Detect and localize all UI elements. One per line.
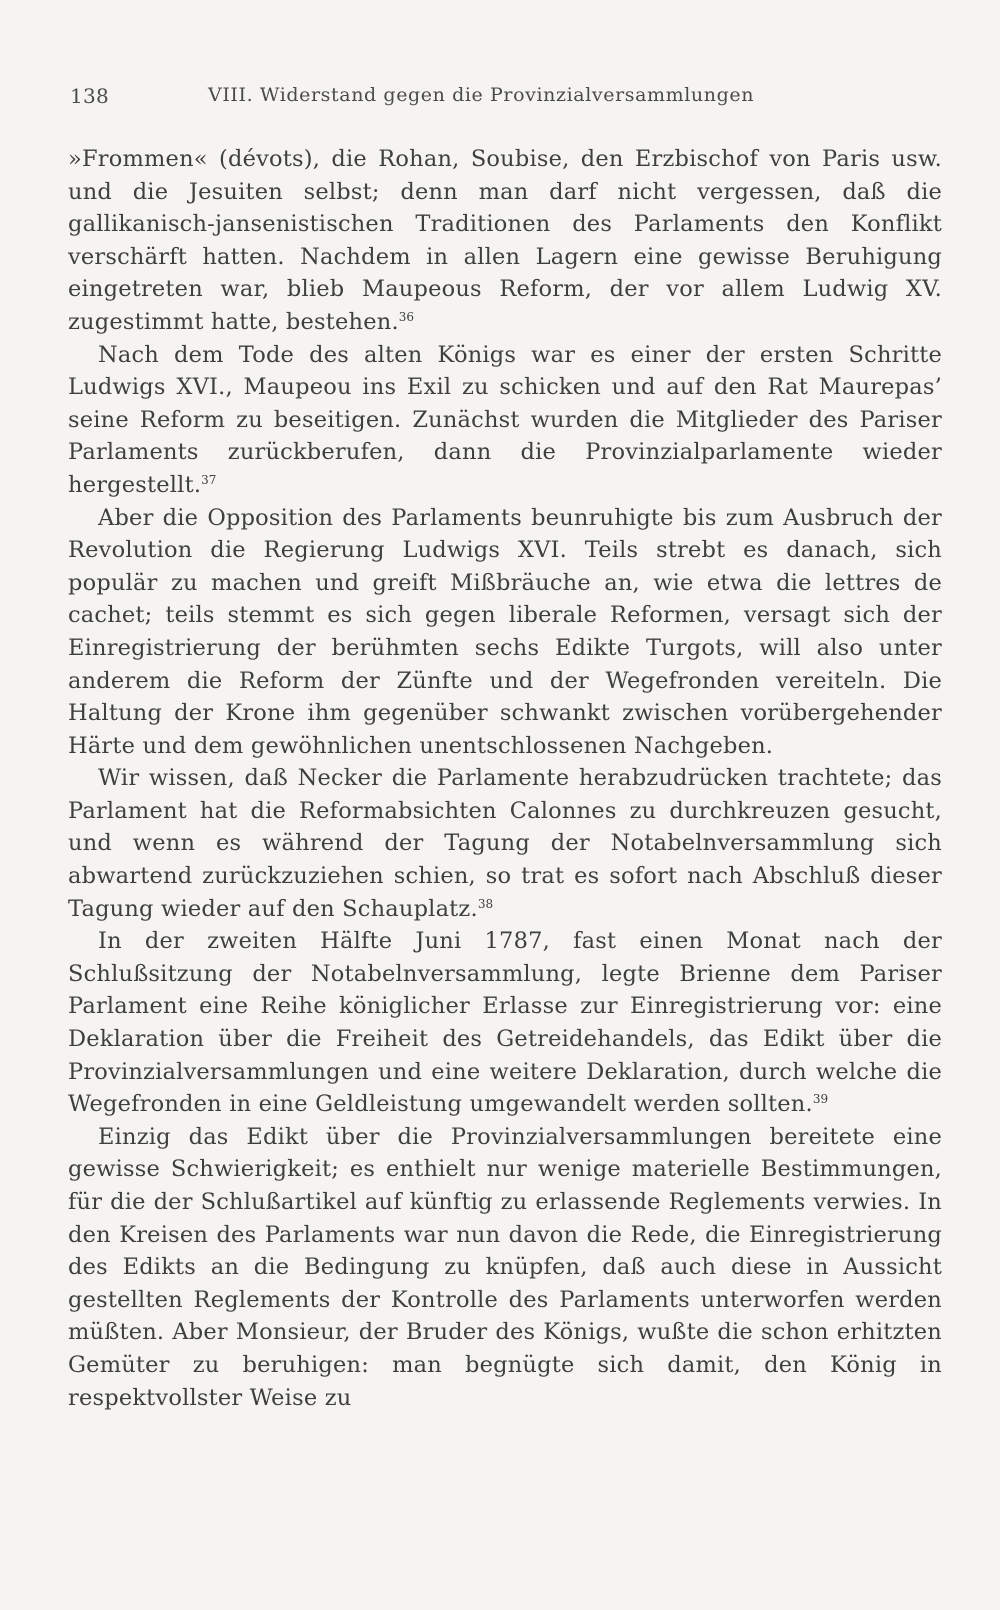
paragraph bbox=[68, 762, 942, 925]
body-text bbox=[68, 143, 942, 1414]
paragraph bbox=[68, 502, 942, 763]
paragraph-text: In der zweiten Hälfte Juni 1787, fast einen Monat nach der Schlußsitzung der Notabelnversammlung, legte Brienne dem Pariser Parlament eine Reihe königlicher Erlasse zur Einregistrierung vor: eine Deklaration über die Freiheit des Getreidehandels, das Edikt über die Provinzialversammlungen und eine weitere Deklaration, durch welche die Wegefronden in eine Geldleistung umgewandelt werden sollten. bbox=[68, 928, 942, 1118]
paragraph bbox=[68, 339, 942, 502]
footnote-reference: 37 bbox=[201, 472, 217, 487]
paragraph bbox=[68, 143, 942, 339]
page-number: 138 bbox=[70, 84, 110, 108]
paragraph-text: Einzig das Edikt über die Provinzialversammlungen bereitete eine gewisse Schwierigkeit; es enthielt nur wenige materielle Bestimmungen, für die der Schlußartikel auf künftig zu erlassende Reglements verwies. In den Kreisen des Parlaments war nun davon die Rede, die Einregistrierung des Edikts an die Bedingung zu knüpfen, daß auch diese in Aussicht gestellten Reglements der Kontrolle des Parlaments unterworfen werden müßten. Aber Monsieur, der Bruder des Königs, wußte die schon erhitzten Gemüter zu beruhigen: man begnügte sich damit, den König in respektvollster Weise zu bbox=[68, 1123, 942, 1411]
paragraph-text: Nach dem Tode des alten Königs war es einer der ersten Schritte Ludwigs XVI., Maupeou ins Exil zu schicken und auf den Rat Maurepas’ seine Reform zu beseitigen. Zunächst wurden die Mitglieder des Pariser Parlaments zurückberufen, dann die Provinzialparlamente wieder hergestellt. bbox=[68, 341, 942, 498]
footnote-reference: 38 bbox=[477, 896, 494, 911]
paragraph bbox=[68, 1121, 942, 1414]
paragraph bbox=[68, 925, 942, 1121]
paragraph-text: Wir wissen, daß Necker die Parlamente herabzudrücken trachtete; das Parlament hat die Reformabsichten Calonnes zu durchkreuzen gesucht, und wenn es während der Tagung der Notabelnversammlung sich abwartend zurückzuziehen schien, so trat es sofort nach Abschluß dieser Tagung wieder auf den Schauplatz. bbox=[68, 765, 942, 922]
footnote-reference: 36 bbox=[398, 309, 415, 324]
running-title: VIII. Widerstand gegen die Provinzialversammlungen bbox=[208, 84, 755, 106]
running-head bbox=[70, 84, 940, 116]
paragraph-text: »Frommen« (dévots), die Rohan, Soubise, den Erzbischof von Paris usw. und die Jesuiten selbst; denn man darf nicht vergessen, daß die gallikanisch-jansenistischen Traditionen des Parlaments den Konflikt verschärft hatten. Nachdem in allen Lagern eine gewisse Beruhigung eingetreten war, blieb Maupeous Reform, der vor allem Ludwig XV. zugestimmt hatte, bestehen. bbox=[68, 146, 942, 335]
footnote-reference: 39 bbox=[812, 1092, 829, 1107]
paragraph-text: Aber die Opposition des Parlaments beunruhigte bis zum Ausbruch der Revolution die Regierung Ludwigs XVI. Teils strebt es danach, sich populär zu machen und greift Mißbräuche an, wie etwa die lettres de cachet; teils stemmt es sich gegen liberale Reformen, versagt sich der Einregistrierung der berühmten sechs Edikte Turgots, will also unter anderem die Reform der Zünfte und der Wegefronden vereiteln. Die Haltung der Krone ihm gegenüber schwankt zwischen vorübergehender Härte und dem gewöhnlichen unentschlossenen Nachgeben. bbox=[68, 504, 942, 759]
